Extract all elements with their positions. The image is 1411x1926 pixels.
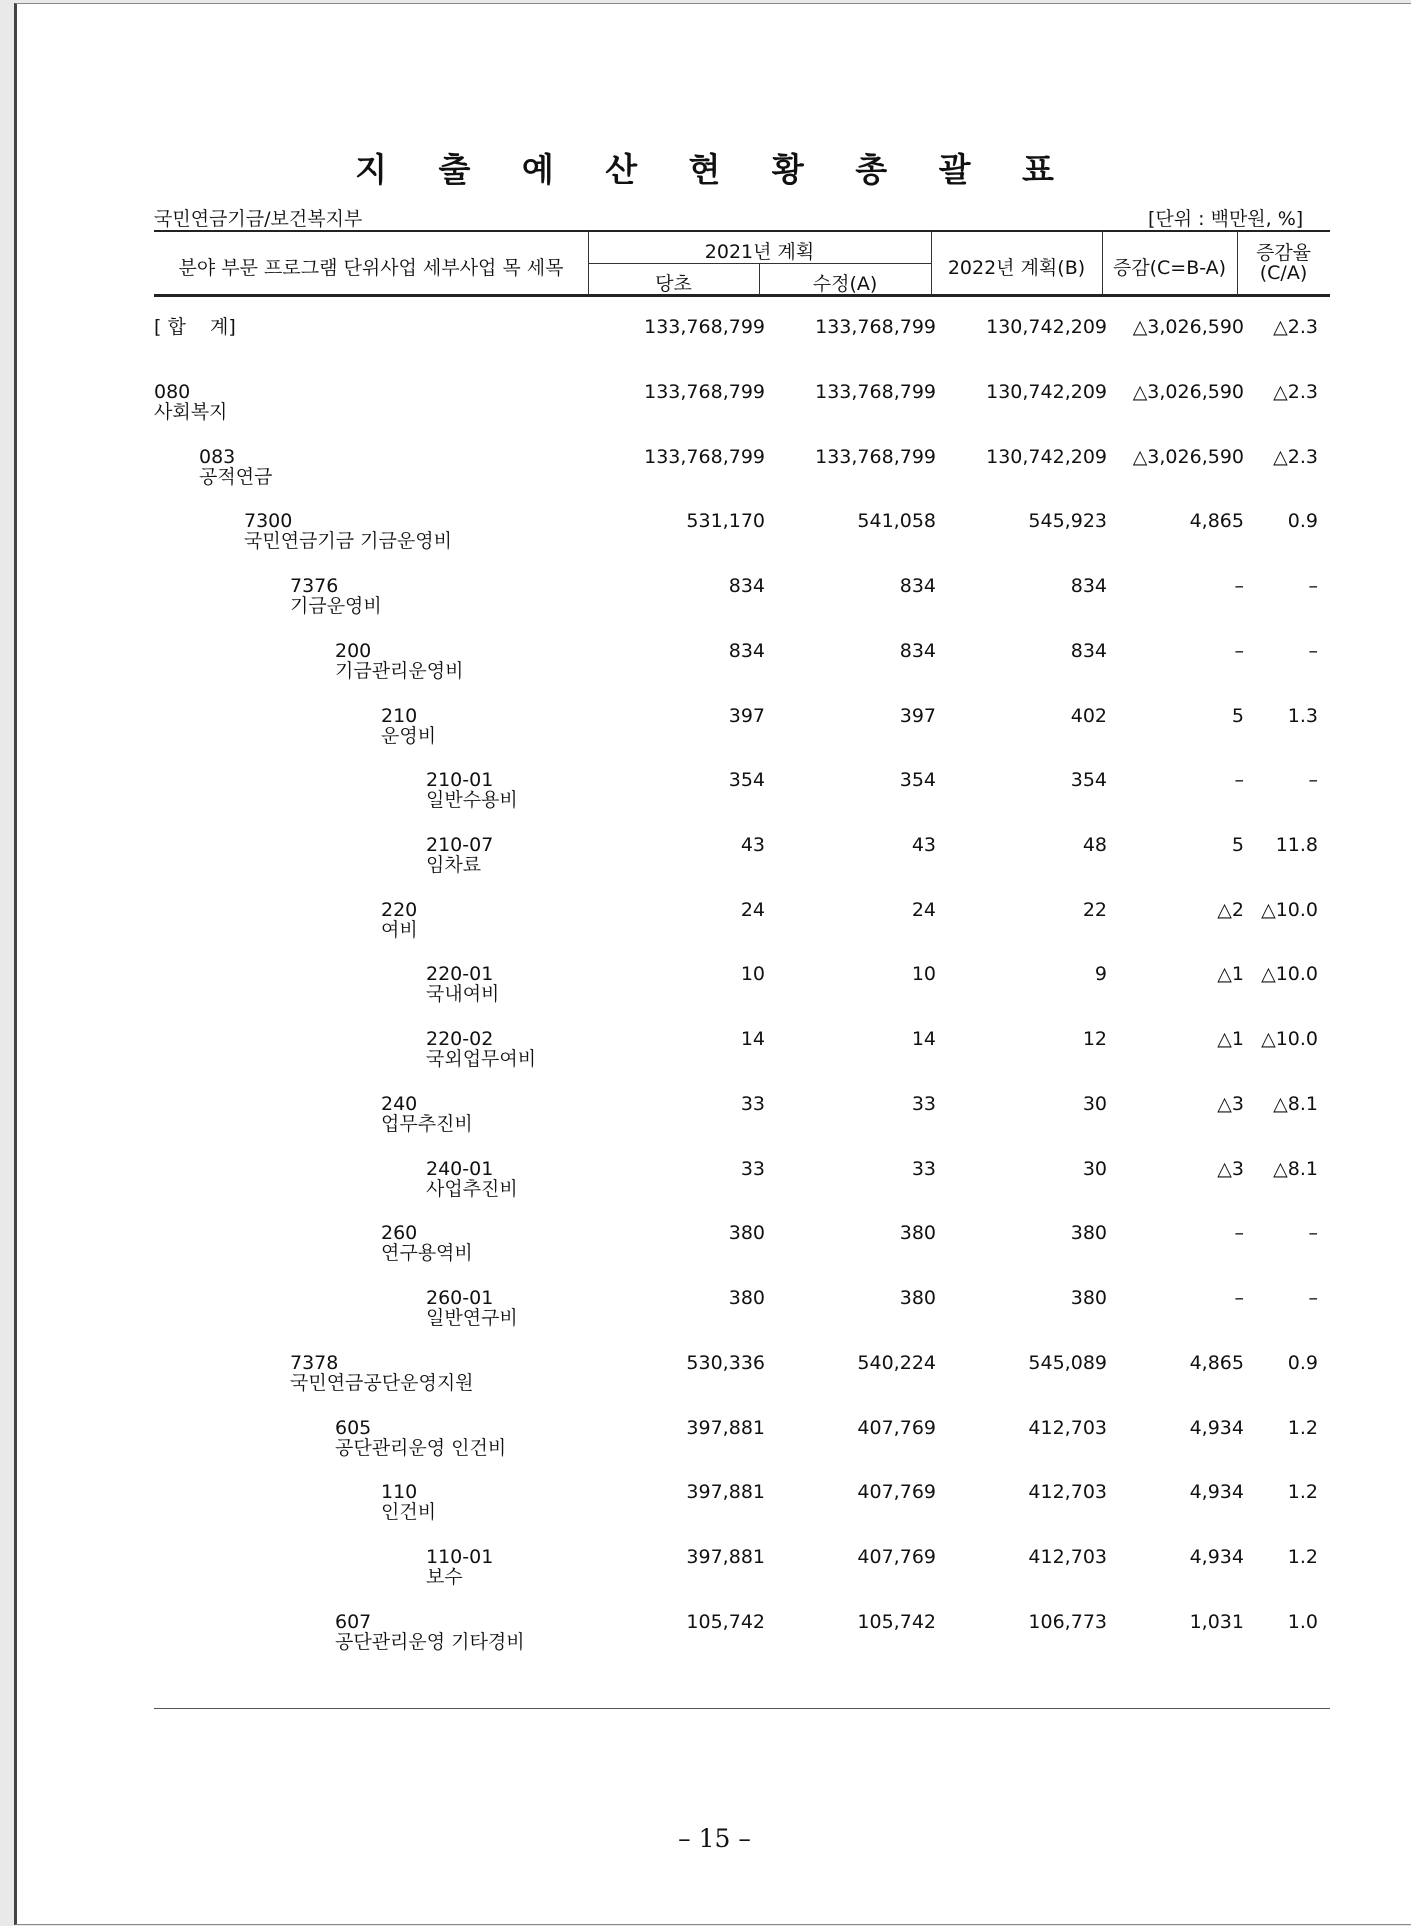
cell-revised: 105,742 xyxy=(857,1611,936,1633)
cell-plan2022: 48 xyxy=(1082,834,1107,856)
cell-rate: – xyxy=(1308,1287,1318,1309)
cell-rate: – xyxy=(1308,1222,1318,1244)
cell-plan2022: 130,742,209 xyxy=(986,446,1107,468)
cell-change: △3 xyxy=(1217,1158,1244,1180)
cell-original: 33 xyxy=(740,1093,765,1115)
row-name: 일반수용비 xyxy=(426,789,518,811)
row-code: 210-01 xyxy=(426,769,494,791)
row-code: 210-07 xyxy=(426,834,494,856)
cell-plan2022: 545,089 xyxy=(1028,1352,1107,1374)
table-row xyxy=(154,964,1330,1024)
cell-revised: 407,769 xyxy=(857,1481,936,1503)
cell-original: 397,881 xyxy=(686,1481,765,1503)
cell-rate: △8.1 xyxy=(1273,1093,1318,1115)
cell-rate: 1.2 xyxy=(1287,1417,1318,1439)
table-row xyxy=(154,317,1330,377)
cell-original: 397,881 xyxy=(686,1546,765,1568)
cell-revised: 540,224 xyxy=(857,1352,936,1374)
cell-change: – xyxy=(1234,769,1244,791)
cell-change: – xyxy=(1234,575,1244,597)
cell-revised: 380 xyxy=(899,1222,936,1244)
row-name: 국민연금공단운영지원 xyxy=(290,1372,474,1394)
row-code: 200 xyxy=(335,640,372,662)
cell-rate: 1.2 xyxy=(1287,1481,1318,1503)
header-original: 당초 xyxy=(655,273,692,295)
cell-original: 530,336 xyxy=(686,1352,765,1374)
cell-original: 354 xyxy=(728,769,765,791)
cell-plan2022: 412,703 xyxy=(1028,1546,1107,1568)
cell-rate: – xyxy=(1308,769,1318,791)
cell-change: – xyxy=(1234,640,1244,662)
header-revised: 수정(A) xyxy=(812,273,878,295)
organization-label: 국민연금기금/보건복지부 xyxy=(154,208,363,230)
cell-original: 133,768,799 xyxy=(644,316,765,338)
cell-revised: 407,769 xyxy=(857,1546,936,1568)
cell-change: △1 xyxy=(1217,1028,1244,1050)
cell-plan2022: 130,742,209 xyxy=(986,381,1107,403)
cell-original: 10 xyxy=(740,963,765,985)
row-name: 운영비 xyxy=(381,725,437,747)
row-code: 110-01 xyxy=(426,1546,494,1568)
cell-revised: 834 xyxy=(899,640,936,662)
row-name: 사회복지 xyxy=(154,401,228,423)
cell-plan2022: 130,742,209 xyxy=(986,316,1107,338)
cell-plan2022: 402 xyxy=(1070,705,1107,727)
unit-label: [단위 : 백만원, %] xyxy=(1148,208,1304,230)
cell-revised: 380 xyxy=(899,1287,936,1309)
cell-rate: △10.0 xyxy=(1261,1028,1318,1050)
cell-rate: 11.8 xyxy=(1275,834,1318,856)
cell-plan2022: 30 xyxy=(1082,1093,1107,1115)
row-name: 기금운영비 xyxy=(290,595,382,617)
document-page xyxy=(14,3,1411,1925)
header-rate-line1: 증감율 xyxy=(1255,242,1312,264)
cell-revised: 43 xyxy=(911,834,936,856)
cell-original: 133,768,799 xyxy=(644,446,765,468)
table-row xyxy=(154,1288,1330,1348)
row-name: 공단관리운영 인건비 xyxy=(335,1437,507,1459)
cell-plan2022: 30 xyxy=(1082,1158,1107,1180)
cell-change: 5 xyxy=(1231,834,1244,856)
row-name: 국내여비 xyxy=(426,983,500,1005)
cell-original: 397 xyxy=(728,705,765,727)
row-name: 임차료 xyxy=(426,854,482,876)
cell-original: 133,768,799 xyxy=(644,381,765,403)
cell-revised: 397 xyxy=(899,705,936,727)
cell-plan2022: 834 xyxy=(1070,575,1107,597)
cell-change: – xyxy=(1234,1222,1244,1244)
table-row xyxy=(154,1029,1330,1089)
row-name: 여비 xyxy=(381,919,418,941)
cell-revised: 14 xyxy=(911,1028,936,1050)
row-code: 220-02 xyxy=(426,1028,494,1050)
cell-change: △3 xyxy=(1217,1093,1244,1115)
page-title: 지 출 예 산 현 황 총 괄 표 xyxy=(355,150,1074,189)
row-code: 605 xyxy=(335,1417,372,1439)
row-code: 260-01 xyxy=(426,1287,494,1309)
table-row xyxy=(154,706,1330,766)
cell-original: 24 xyxy=(740,899,765,921)
cell-change: 4,865 xyxy=(1189,1352,1244,1374)
cell-change: 4,934 xyxy=(1189,1417,1244,1439)
cell-original: 43 xyxy=(740,834,765,856)
cell-revised: 834 xyxy=(899,575,936,597)
cell-plan2022: 834 xyxy=(1070,640,1107,662)
cell-change: 4,865 xyxy=(1189,510,1244,532)
cell-revised: 133,768,799 xyxy=(815,446,936,468)
cell-rate: △2.3 xyxy=(1273,381,1318,403)
row-name: 사업추진비 xyxy=(426,1178,518,1200)
row-name: 국외업무여비 xyxy=(426,1048,537,1070)
table-row xyxy=(154,900,1330,960)
cell-change: 4,934 xyxy=(1189,1481,1244,1503)
table-row xyxy=(154,576,1330,636)
cell-plan2022: 412,703 xyxy=(1028,1481,1107,1503)
cell-change: △3,026,590 xyxy=(1132,381,1244,403)
cell-rate: 0.9 xyxy=(1287,1352,1318,1374)
cell-change: 5 xyxy=(1231,705,1244,727)
table-row xyxy=(154,1353,1330,1413)
row-code: 210 xyxy=(381,705,418,727)
cell-rate: 0.9 xyxy=(1287,510,1318,532)
cell-plan2022: 545,923 xyxy=(1028,510,1107,532)
table-row xyxy=(154,1482,1330,1542)
header-plan2022: 2022년 계획(B) xyxy=(947,257,1086,279)
cell-change: 4,934 xyxy=(1189,1546,1244,1568)
cell-rate: △8.1 xyxy=(1273,1158,1318,1180)
table-row xyxy=(154,770,1330,830)
cell-revised: 541,058 xyxy=(857,510,936,532)
cell-revised: 133,768,799 xyxy=(815,316,936,338)
cell-revised: 33 xyxy=(911,1093,936,1115)
cell-plan2022: 354 xyxy=(1070,769,1107,791)
row-code: 7376 xyxy=(290,575,339,597)
row-name: 일반연구비 xyxy=(426,1307,518,1329)
header-classification: 분야 부문 프로그램 단위사업 세부사업 목 세목 xyxy=(178,257,564,279)
row-code: 7378 xyxy=(290,1352,339,1374)
row-name: 연구용역비 xyxy=(381,1242,473,1264)
cell-rate: 1.3 xyxy=(1287,705,1318,727)
cell-change: △2 xyxy=(1217,899,1244,921)
cell-plan2022: 380 xyxy=(1070,1222,1107,1244)
cell-change: △3,026,590 xyxy=(1132,316,1244,338)
cell-rate: △2.3 xyxy=(1273,316,1318,338)
header-rate-line2: (C/A) xyxy=(1259,262,1308,284)
cell-plan2022: 9 xyxy=(1094,963,1107,985)
row-code: 080 xyxy=(154,381,191,403)
row-name: 보수 xyxy=(426,1566,463,1588)
cell-change: – xyxy=(1234,1287,1244,1309)
cell-original: 33 xyxy=(740,1158,765,1180)
cell-original: 380 xyxy=(728,1287,765,1309)
cell-plan2022: 106,773 xyxy=(1028,1611,1107,1633)
cell-revised: 33 xyxy=(911,1158,936,1180)
row-name: 기금관리운영비 xyxy=(335,660,464,682)
cell-rate: – xyxy=(1308,640,1318,662)
cell-revised: 354 xyxy=(899,769,936,791)
cell-rate: 1.2 xyxy=(1287,1546,1318,1568)
cell-original: 14 xyxy=(740,1028,765,1050)
row-name: 공적연금 xyxy=(199,466,273,488)
row-name: 인건비 xyxy=(381,1501,437,1523)
row-name: 업무추진비 xyxy=(381,1113,473,1135)
cell-original: 531,170 xyxy=(686,510,765,532)
page-number: – 15 – xyxy=(678,1824,751,1853)
table-row xyxy=(154,1094,1330,1154)
row-code: 110 xyxy=(381,1481,418,1503)
row-code: 7300 xyxy=(244,510,293,532)
cell-rate: △2.3 xyxy=(1273,446,1318,468)
row-name: 국민연금기금 기금운영비 xyxy=(244,530,452,552)
table-row xyxy=(154,1418,1330,1478)
cell-original: 834 xyxy=(728,575,765,597)
header-top-rule xyxy=(154,230,1330,232)
row-code: 240 xyxy=(381,1093,418,1115)
cell-plan2022: 380 xyxy=(1070,1287,1107,1309)
cell-change: 1,031 xyxy=(1189,1611,1244,1633)
table-row xyxy=(154,1159,1330,1219)
cell-revised: 133,768,799 xyxy=(815,381,936,403)
cell-revised: 407,769 xyxy=(857,1417,936,1439)
cell-revised: 24 xyxy=(911,899,936,921)
cell-rate: – xyxy=(1308,575,1318,597)
cell-rate: △10.0 xyxy=(1261,899,1318,921)
cell-plan2022: 412,703 xyxy=(1028,1417,1107,1439)
row-name: 공단관리운영 기타경비 xyxy=(335,1631,525,1653)
row-code: 240-01 xyxy=(426,1158,494,1180)
cell-original: 834 xyxy=(728,640,765,662)
cell-rate: 1.0 xyxy=(1287,1611,1318,1633)
row-code: 607 xyxy=(335,1611,372,1633)
row-code: 083 xyxy=(199,446,236,468)
cell-original: 380 xyxy=(728,1222,765,1244)
cell-rate: △10.0 xyxy=(1261,963,1318,985)
cell-original: 397,881 xyxy=(686,1417,765,1439)
table-row xyxy=(154,1223,1330,1283)
header-rate xyxy=(1237,243,1330,283)
table-row xyxy=(154,641,1330,701)
cell-change: △1 xyxy=(1217,963,1244,985)
header-change: 증감(C=B-A) xyxy=(1112,257,1227,279)
table-row xyxy=(154,1612,1330,1672)
cell-plan2022: 12 xyxy=(1082,1028,1107,1050)
cell-original: 105,742 xyxy=(686,1611,765,1633)
table-row xyxy=(154,1547,1330,1607)
table-row xyxy=(154,835,1330,895)
row-code: 220-01 xyxy=(426,963,494,985)
row-code: 260 xyxy=(381,1222,418,1244)
table-row xyxy=(154,511,1330,571)
cell-change: △3,026,590 xyxy=(1132,446,1244,468)
table-end-rule xyxy=(154,1708,1330,1709)
table-row xyxy=(154,447,1330,507)
header-plan2021: 2021년 계획 xyxy=(704,241,815,263)
row-code: 220 xyxy=(381,899,418,921)
cell-plan2022: 22 xyxy=(1082,899,1107,921)
row-code: [ 합 계] xyxy=(154,316,236,338)
table-row xyxy=(154,382,1330,442)
cell-revised: 10 xyxy=(911,963,936,985)
